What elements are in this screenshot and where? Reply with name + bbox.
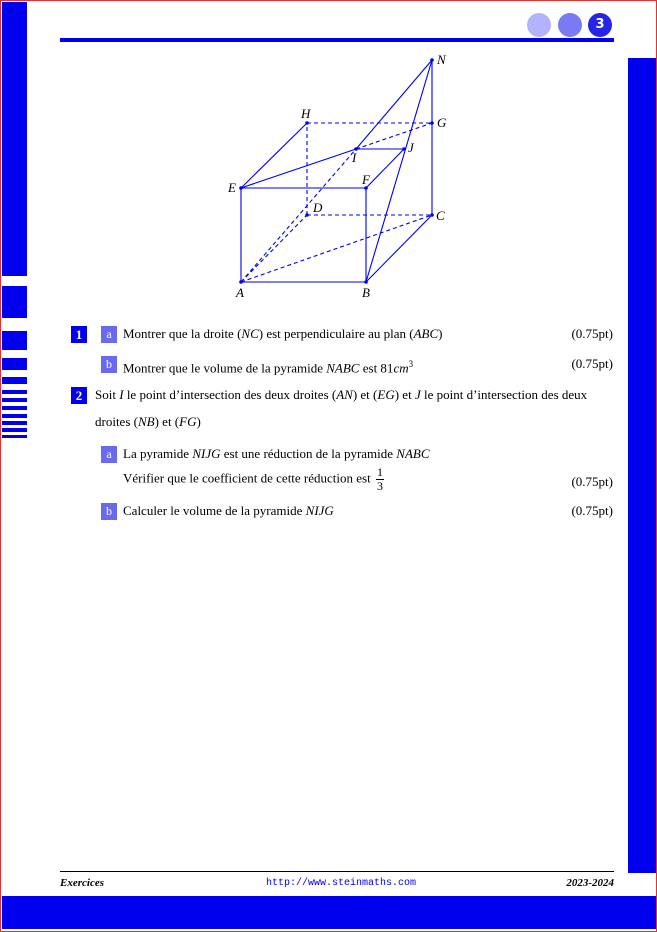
header-rule (60, 38, 614, 42)
question-2a-badge: a (101, 446, 117, 463)
left-margin-stripe (2, 398, 27, 402)
footer-website-link[interactable]: http://www.steinmaths.com (266, 878, 417, 889)
label-N: N (437, 52, 446, 67)
question-1b-badge: b (101, 356, 117, 373)
label-G: G (437, 115, 447, 130)
point-D-dot (305, 213, 309, 217)
question-1b-points: (0.75pt) (571, 356, 613, 371)
question-2-intro-line2: droites (NB) et (FG) (95, 414, 201, 429)
question-2-badge: 2 (71, 387, 87, 404)
point-E-dot (239, 186, 243, 190)
page-indicator-circle (558, 13, 582, 37)
question-1a-text: Montrer que la droite (NC) est perpendiculaire au plan (ABC) (123, 326, 443, 341)
left-margin-stripe (2, 428, 27, 432)
label-I: I (352, 150, 357, 165)
left-margin-stripe (2, 377, 27, 384)
left-margin-block (2, 286, 27, 318)
segment-IN (356, 60, 432, 149)
bottom-margin-bar (2, 896, 656, 929)
question-1a-badge: a (101, 326, 117, 343)
left-margin-bar (2, 2, 27, 276)
footer-school-year: 2023-2024 (566, 877, 614, 889)
label-E: E (228, 180, 236, 195)
question-2b-badge: b (101, 503, 117, 520)
left-margin-stripe (2, 435, 27, 438)
point-N-dot (430, 58, 434, 62)
page-indicator-circle (527, 13, 551, 37)
question-2a-points: (0.75pt) (571, 474, 613, 489)
left-margin-block (2, 358, 27, 370)
edge-FJ (366, 149, 404, 188)
question-2a-line1: La pyramide NIJG est une réduction de la pyramide NABC (123, 446, 430, 461)
left-margin-stripe (2, 406, 27, 410)
cube-pyramid-figure (210, 50, 480, 300)
right-margin-bar (628, 58, 656, 873)
figure-svg (210, 50, 480, 300)
question-1b-text: Montrer que le volume de la pyramide NABC est $81cm^3$ (123, 359, 414, 376)
label-J: J (408, 140, 414, 155)
question-1a-points: (0.75pt) (571, 326, 613, 341)
question-1-badge: 1 (71, 326, 87, 343)
edge-EH (241, 123, 307, 188)
question-2a-line2: Vérifier que le coefficient de cette réduction est $\frac{1}{3}$ (123, 465, 383, 493)
point-C-dot (430, 213, 434, 217)
page-number-badge: 3 (588, 13, 612, 37)
point-G-dot (430, 121, 434, 125)
edge-AD (241, 215, 307, 282)
point-A-dot (239, 280, 243, 284)
footer-section-title: Exercices (60, 877, 104, 889)
point-H-dot (305, 121, 309, 125)
left-margin-stripe (2, 414, 27, 418)
fraction-one-third: $\frac{1}{3}$ (376, 465, 383, 493)
label-F: F (362, 172, 370, 187)
left-margin-block (2, 331, 27, 350)
point-J-dot (402, 147, 406, 151)
question-2b-points: (0.75pt) (571, 503, 613, 518)
left-margin-stripe (2, 421, 27, 425)
label-B: B (362, 285, 370, 300)
label-A: A (236, 285, 244, 300)
label-H: H (301, 106, 311, 121)
footer-rule (60, 871, 614, 872)
question-2b-text: Calculer le volume de la pyramide NIJG (123, 503, 334, 518)
point-B-dot (364, 280, 368, 284)
label-D: D (313, 200, 323, 215)
label-C: C (436, 208, 445, 223)
left-margin-stripe (2, 390, 27, 394)
question-2-intro-line1: Soit I le point d’intersection des deux droites (AN) et (EG) et J le point d’intersection des deux (95, 387, 588, 402)
